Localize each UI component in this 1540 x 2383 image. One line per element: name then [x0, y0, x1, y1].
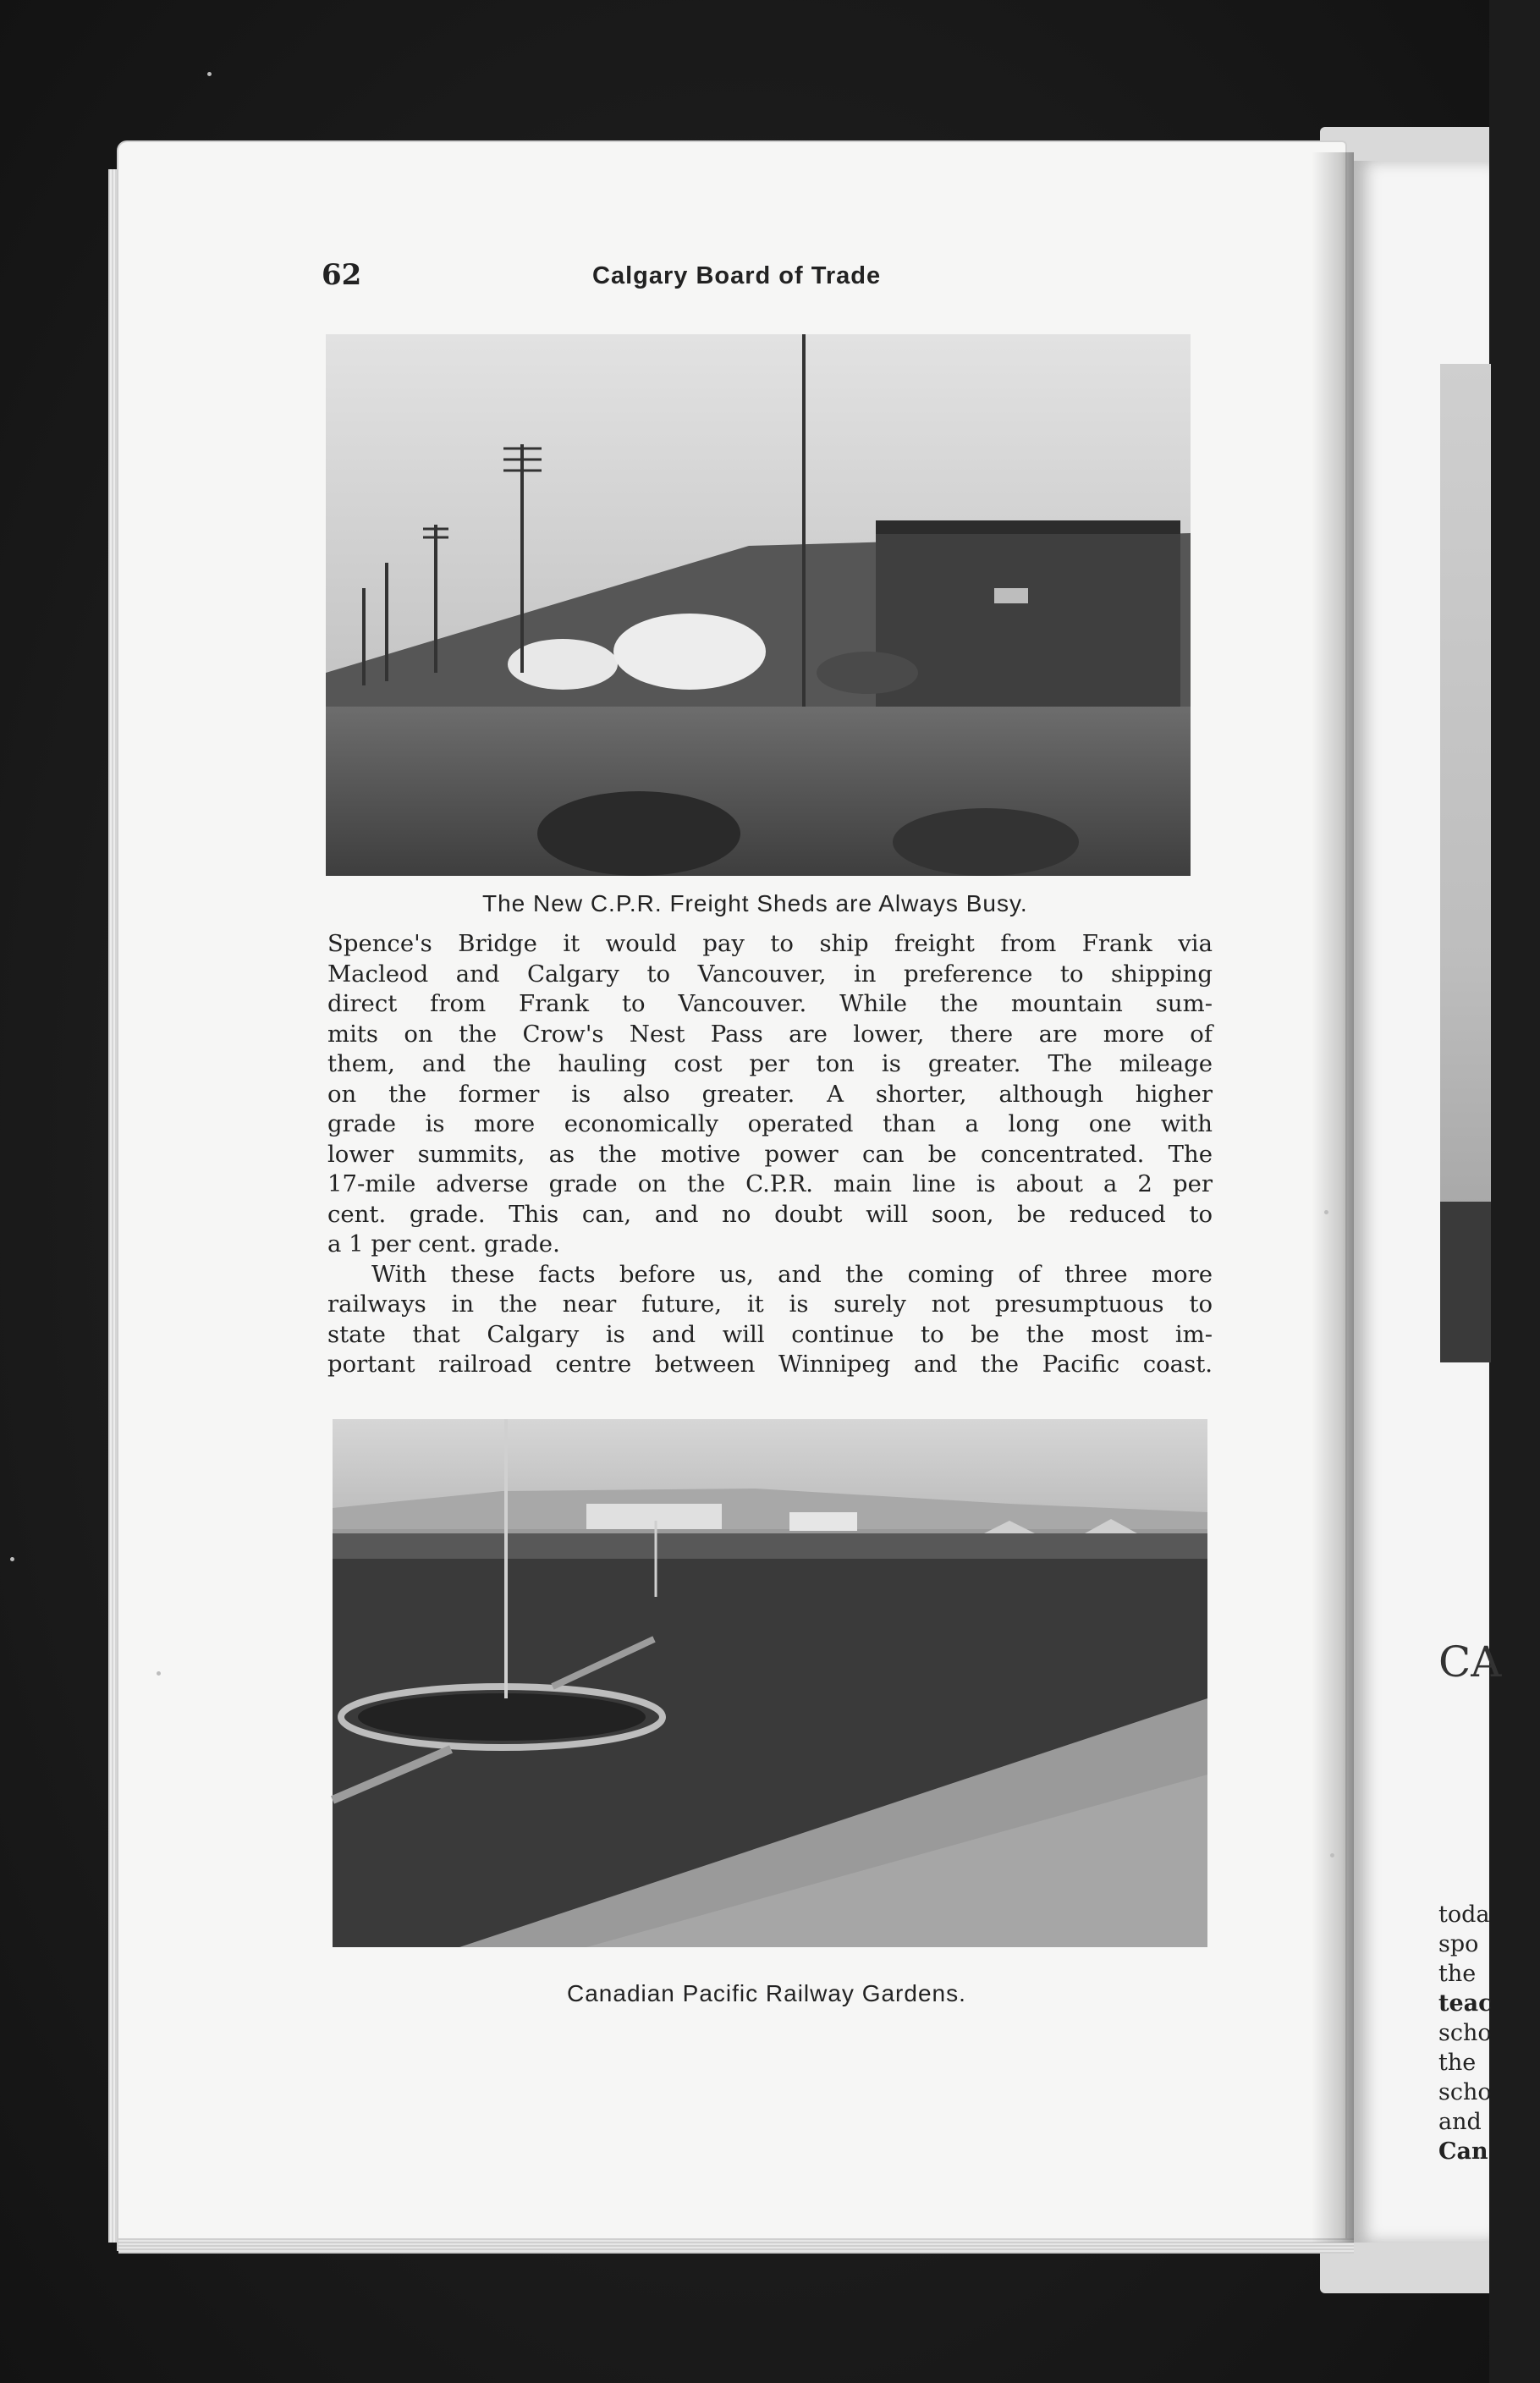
- page-bottom-edge: [118, 2238, 1354, 2254]
- text-line: lower summits, as the motive power can be concentrated. The: [327, 1140, 1213, 1168]
- facing-page-photo: [1440, 364, 1491, 1362]
- text-line: a 1 per cent. grade.: [327, 1230, 560, 1258]
- body-text: [327, 929, 1213, 1380]
- text-line: direct from Frank to Vancouver. While the mountain sum-: [327, 990, 1213, 1017]
- facing-page-text: toda spo the teac scho the scho and Can: [1438, 1901, 1493, 2165]
- text-line: Spence's Bridge it would pay to ship freight from Frank via: [327, 930, 1213, 957]
- text-line: portant railroad centre between Winnipeg and the Pacific coast.: [327, 1351, 1213, 1378]
- book-gutter: [1312, 152, 1354, 2243]
- running-head: Calgary Board of Trade: [592, 262, 882, 289]
- text-line: them, and the hauling cost per ton is greater. The mileage: [327, 1050, 1213, 1077]
- text-line: With these facts before us, and the coming of three more: [371, 1260, 1213, 1288]
- facing-page: [1354, 161, 1502, 2243]
- text-line: on the former is also greater. A shorter, although higher: [327, 1080, 1213, 1108]
- text-line: grade is more economically operated than a long one with: [327, 1110, 1213, 1137]
- text-line: cent. grade. This can, and no doubt will soon, be reduced to: [327, 1200, 1213, 1228]
- page-number: 62: [322, 258, 362, 292]
- text-line: Macleod and Calgary to Vancouver, in preference to shipping: [327, 960, 1213, 988]
- railway-gardens-photo: [333, 1419, 1207, 1947]
- figure-caption: The New C.P.R. Freight Sheds are Always Busy.: [482, 890, 1028, 916]
- text-line: 17-mile adverse grade on the C.P.R. main line is about a 2 per: [327, 1170, 1213, 1197]
- text-line: railways in the near future, it is surely not presumptuous to: [327, 1291, 1213, 1318]
- text-line: state that Calgary is and will continue to be the most im-: [327, 1320, 1213, 1348]
- figure-caption: Canadian Pacific Railway Gardens.: [567, 1980, 966, 2006]
- facing-page-heading: CA: [1438, 1637, 1502, 1687]
- text-line: mits on the Crow's Nest Pass are lower, there are more of: [327, 1020, 1213, 1048]
- freight-sheds-photo: [326, 334, 1191, 874]
